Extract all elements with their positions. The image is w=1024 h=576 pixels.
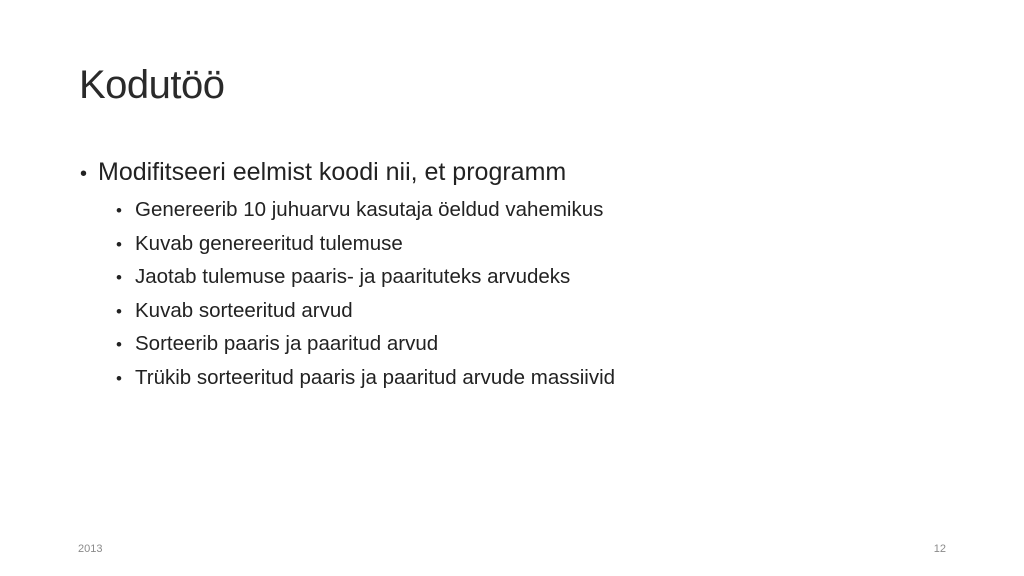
sub-bullet-item	[116, 261, 940, 295]
sub-bullet-item	[116, 362, 940, 396]
sub-bullet-text: Genereerib 10 juhuarvu kasutaja öeldud vahemikus	[135, 198, 604, 221]
footer-page-number: 12	[933, 543, 946, 555]
bullet-icon: •	[80, 163, 88, 185]
sub-bullet-text: Jaotab tulemuse paaris- ja paarituteks arvudeks	[135, 265, 571, 288]
bullet-icon: •	[116, 301, 122, 321]
sub-bullet-text: Kuvab genereeritud tulemuse	[135, 231, 403, 255]
sub-bullet-item	[116, 194, 940, 228]
sub-bullet-item	[116, 228, 940, 262]
sub-bullet-list	[116, 194, 940, 395]
sub-bullet-text: Sorteerib paaris ja paaritud arvud	[135, 332, 439, 355]
slide-title: Kodutöö	[79, 63, 225, 107]
sub-bullet-item	[116, 328, 940, 362]
main-bullet-item	[80, 154, 940, 192]
bullet-icon: •	[116, 201, 122, 220]
slide-content	[80, 154, 940, 395]
sub-bullet-text: Kuvab sorteeritud arvud	[135, 298, 353, 322]
footer-year: 2013	[78, 543, 103, 555]
bullet-icon: •	[116, 268, 122, 287]
sub-bullet-item	[116, 295, 940, 329]
bullet-icon: •	[116, 234, 122, 254]
bullet-icon: •	[116, 368, 122, 388]
sub-bullet-text: Trükib sorteeritud paaris ja paaritud arvude massiivid	[135, 365, 616, 389]
bullet-icon: •	[116, 335, 122, 354]
main-bullet-text: Modifitseeri eelmist koodi nii, et programm	[98, 158, 567, 186]
